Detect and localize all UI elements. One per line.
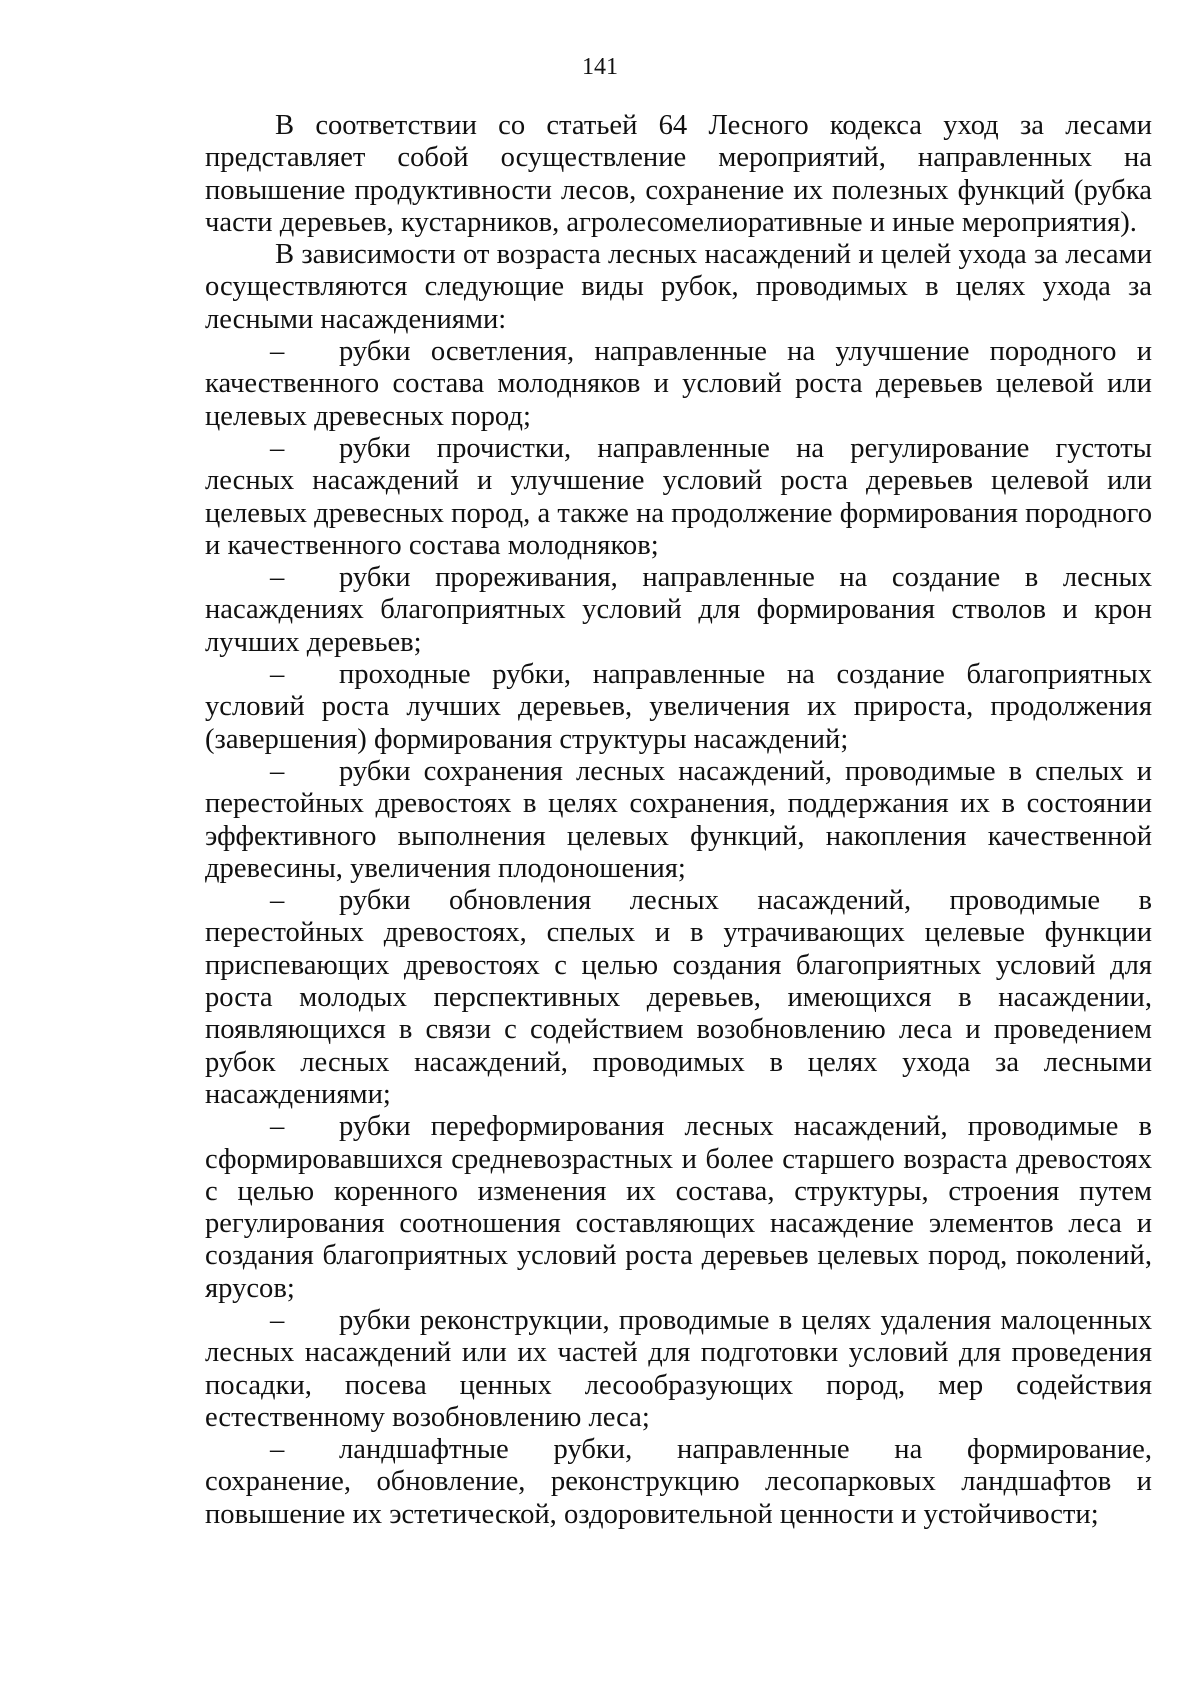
list-dash: –	[270, 755, 285, 787]
list-dash: –	[270, 659, 285, 691]
list-item	[205, 1111, 1152, 1305]
list-item	[205, 336, 1152, 433]
list-item-text: рубки переформирования лесных насаждений, проводимые в сформировавшихся средневозрастных и более старшего возраста древостоях с целью коренного изменения их состава, структуры, строения путем регулирования соотношения составляющих насаждение элементов леса и создания благоприятных условий роста деревьев целевых пород, поколений, ярусов;	[205, 1111, 1152, 1304]
document-body	[205, 110, 1152, 1531]
list-item-text: рубки осветления, направленные на улучшение породного и качественного состава молодняков и условий роста деревьев целевой или целевых древесных пород;	[205, 336, 1152, 432]
paragraph-cut-types-lead: В зависимости от возраста лесных насаждений и целей ухода за лесами осуществляются следующие виды рубок, проводимых в целях ухода за лесными насаждениями:	[205, 239, 1152, 335]
cut-types-list	[205, 336, 1152, 1531]
list-item	[205, 756, 1152, 885]
list-dash: –	[270, 1304, 285, 1336]
list-item-text: рубки сохранения лесных насаждений, проводимые в спелых и перестойных древостоях в целях сохранения, поддержания их в состоянии эффективного выполнения целевых функций, накопления качественной древесины, увеличения плодоношения;	[205, 755, 1152, 884]
list-item-text: рубки прореживания, направленные на создание в лесных насаждениях благоприятных условий для формирования стволов и крон лучших деревьев;	[205, 562, 1152, 658]
list-dash: –	[270, 336, 285, 368]
list-item-text: рубки прочистки, направленные на регулирование густоты лесных насаждений и улучшение условий роста деревьев целевой или целевых древесных пород, а также на продолжение формирования породного и качественного состава молодняков;	[205, 432, 1152, 561]
list-item	[205, 1305, 1152, 1434]
list-item	[205, 1434, 1152, 1531]
list-dash: –	[270, 562, 285, 594]
page-number: 141	[582, 54, 618, 80]
list-dash: –	[270, 1434, 285, 1466]
list-item	[205, 885, 1152, 1111]
list-dash: –	[270, 1111, 285, 1143]
list-item-text: рубки обновления лесных насаждений, проводимые в перестойных древостоях, спелых и в утрачивающих целевые функции приспевающих древостоях с целью создания благоприятных условий для роста молодых перспективных деревьев, имеющихся в насаждении, появляющихся в связи с содействием возобновлению леса и проведением рубок лесных насаждений, проводимых в целях ухода за лесными насаждениями;	[205, 885, 1152, 1110]
list-item	[205, 433, 1152, 562]
list-dash: –	[270, 885, 285, 917]
list-item	[205, 659, 1152, 756]
list-item	[205, 562, 1152, 659]
list-item-text: ландшафтные рубки, направленные на формирование, сохранение, обновление, реконструкцию лесопарковых ландшафтов и повышение их эстетической, оздоровительной ценности и устойчивости;	[205, 1434, 1152, 1530]
list-dash: –	[270, 432, 285, 464]
list-item-text: проходные рубки, направленные на создание благоприятных условий роста лучших деревьев, увеличения их прироста, продолжения (завершения) формирования структуры насаждений;	[205, 659, 1152, 755]
paragraph-intro: В соответствии со статьей 64 Лесного кодекса уход за лесами представляет собой осуществление мероприятий, направленных на повышение продуктивности лесов, сохранение их полезных функций (рубка части деревьев, кустарников, агролесомелиоративные и иные мероприятия).	[205, 110, 1152, 238]
list-item-text: рубки реконструкции, проводимые в целях удаления малоценных лесных насаждений или их частей для подготовки условий для проведения посадки, посева ценных лесообразующих пород, мер содействия естественному возобновлению леса;	[205, 1304, 1152, 1433]
